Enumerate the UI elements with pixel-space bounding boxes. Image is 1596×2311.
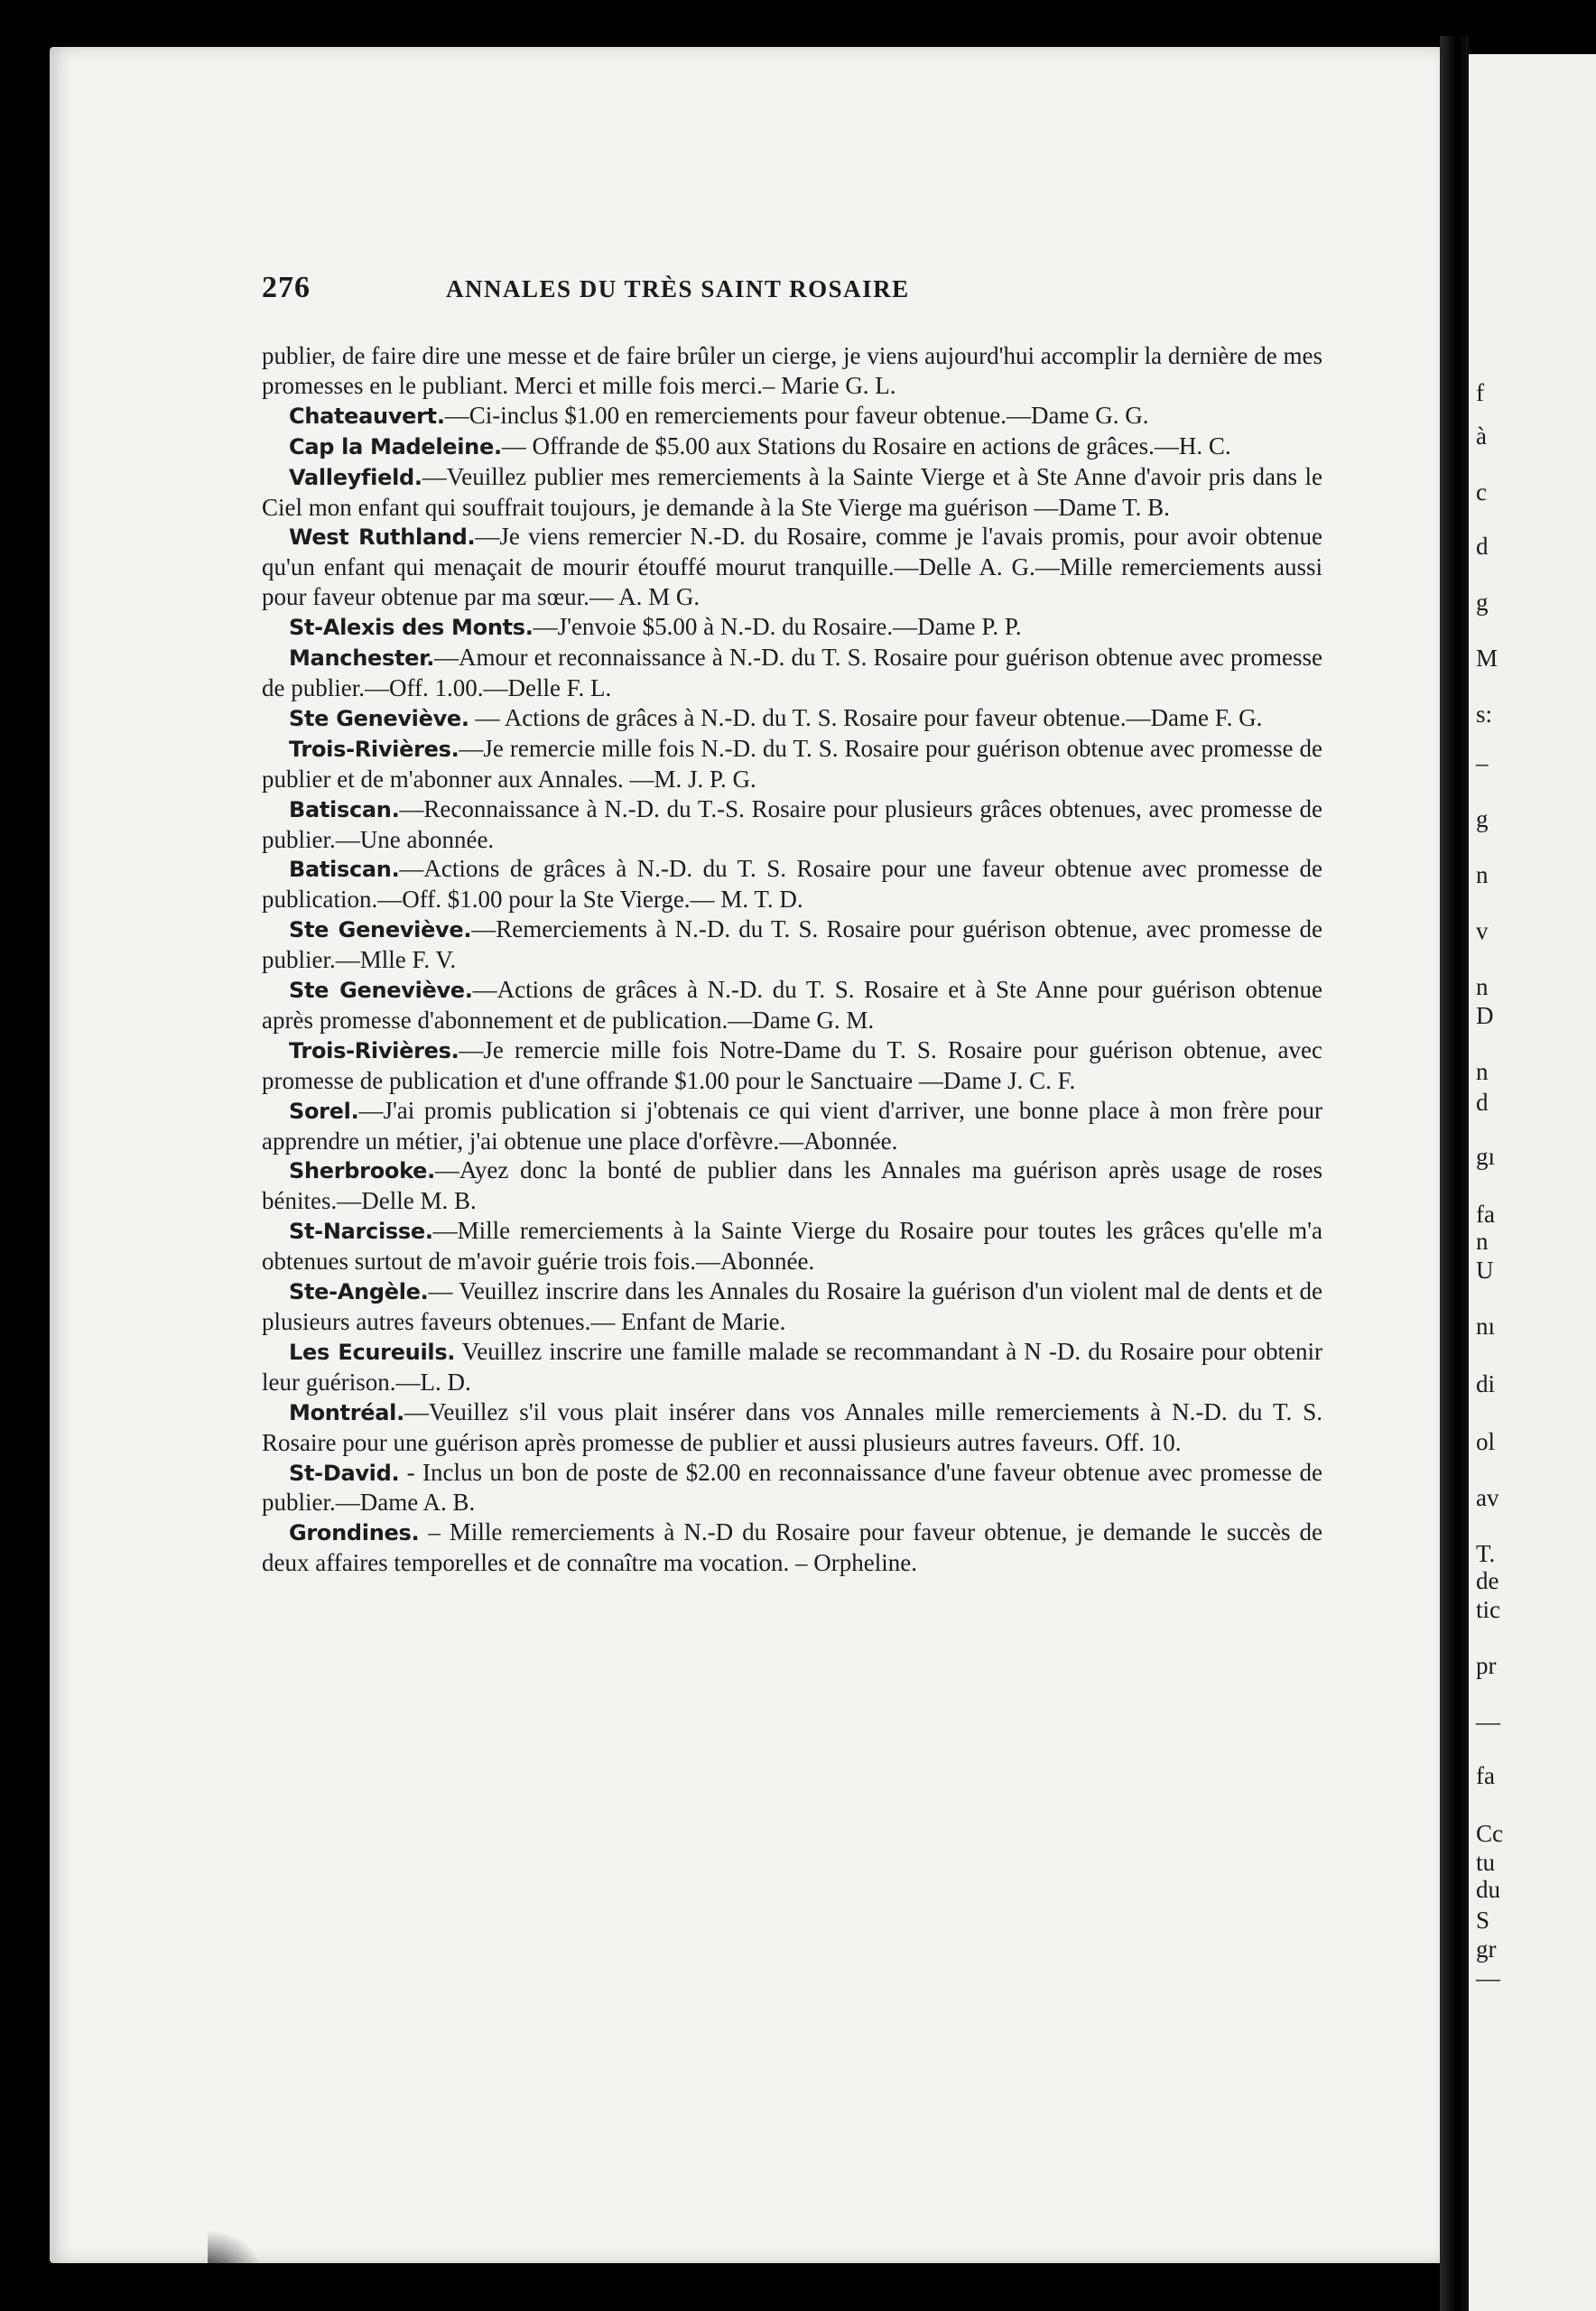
entry bbox=[262, 1517, 1322, 1578]
entry-text: Veuillez inscrire une famille malade se recommandant à N -D. du Rosaire pour obtenir leur guérison.—L. D. bbox=[262, 1337, 1322, 1396]
entry-text: —Mille remerciements à la Sainte Vierge du Rosaire pour toutes les grâces qu'elle m'a obtenues surtout de m'avoir guérie trois fois.—Abonnée. bbox=[262, 1217, 1322, 1276]
entry bbox=[262, 703, 1322, 734]
next-page-fragment: — bbox=[1476, 1708, 1500, 1735]
running-title: ANNALES DU TRÈS SAINT ROSAIRE bbox=[446, 275, 910, 302]
next-page-fragment: pr bbox=[1476, 1652, 1497, 1679]
next-page-fragment: D bbox=[1476, 1002, 1494, 1029]
next-page-fragment: U bbox=[1476, 1257, 1494, 1284]
entry-text: —Ayez donc la bonté de publier dans les Annales ma guérison après usage de roses bénites.—Delle M. B. bbox=[262, 1156, 1322, 1215]
next-page-fragment: ol bbox=[1476, 1428, 1496, 1455]
next-page-fragment: — bbox=[1476, 1964, 1500, 1991]
entry-text: —Je viens remercier N.-D. du Rosaire, comme je l'avais promis, pour avoir obtenue qu'un enfant qui menaçait de mourir étouffé mourut tranquille.—Delle A. G.—Mille remerciements aussi pour faveur obtenue par ma sœur.— A. M G. bbox=[262, 523, 1322, 611]
entry-text: —Actions de grâces à N.-D. du T. S. Rosaire pour une faveur obtenue avec promesse de publication.—Off. $1.00 pour la Ste Vierge.— M. T. D. bbox=[262, 855, 1322, 914]
next-page-fragment: à bbox=[1476, 422, 1487, 450]
opening-paragraph: publier, de faire dire une messe et de faire brûler un cierge, je viens aujourd'hui accomplir la dernière de mes promesses en le publiant. Merci et mille fois merci.– Marie G. L. bbox=[262, 342, 1322, 399]
entry bbox=[262, 432, 1322, 462]
next-page-fragment: – bbox=[1476, 749, 1489, 776]
entry-place: St-Narcisse. bbox=[289, 1219, 433, 1245]
entry-place: Trois-Rivières. bbox=[289, 1037, 459, 1063]
entry-place: Les Ecureuils. bbox=[289, 1339, 456, 1365]
next-page-fragment: T. bbox=[1476, 1540, 1496, 1567]
entry-text: —Je remercie mille fois Notre-Dame du T. S. Rosaire pour guérison obtenue, avec promesse de publication et d'une offrande $1.00 pour le Sanctuaire —Dame J. C. F. bbox=[262, 1035, 1322, 1094]
page-number: 276 bbox=[262, 271, 311, 304]
entry bbox=[262, 1337, 1322, 1397]
entry-place: St-David. bbox=[289, 1460, 400, 1486]
entry-place: Montréal. bbox=[289, 1399, 404, 1425]
next-page-fragment: d bbox=[1476, 533, 1489, 560]
entry-text: - Inclus un bon de poste de $2.00 en reconnaissance d'une faveur obtenue avec promesse de publier.—Dame A. B. bbox=[262, 1458, 1322, 1517]
next-page-fragment: S bbox=[1476, 1907, 1490, 1934]
entry-text: —Je remercie mille fois N.-D. du T. S. Rosaire pour guérison obtenue avec promesse de publier et de m'abonner aux Annales. —M. J. P. G. bbox=[262, 734, 1322, 793]
entry-place: Ste Geneviève. bbox=[289, 705, 469, 731]
next-page-fragment: fa bbox=[1476, 1201, 1495, 1228]
next-page-fragment: gr bbox=[1476, 1935, 1497, 1963]
entry bbox=[262, 1216, 1322, 1276]
entry bbox=[262, 522, 1322, 612]
next-page-fragment: di bbox=[1476, 1370, 1496, 1397]
next-page-fragment: tu bbox=[1476, 1849, 1496, 1876]
entry bbox=[262, 1035, 1322, 1096]
next-page-fragment: g bbox=[1476, 805, 1489, 832]
entry-text: —Remerciements à N.-D. du T. S. Rosaire pour guérison obtenue, avec promesse de publier.—Mlle F. V. bbox=[262, 915, 1322, 974]
entry-place: West Ruthland. bbox=[289, 524, 476, 551]
entry-place: Ste Geneviève. bbox=[289, 978, 473, 1004]
entry bbox=[262, 462, 1322, 523]
entry bbox=[262, 612, 1322, 643]
entry-place: St-Alexis des Monts. bbox=[289, 615, 534, 641]
entry bbox=[262, 401, 1322, 432]
entry bbox=[262, 794, 1322, 855]
entry-place: Cap la Madeleine. bbox=[289, 433, 502, 459]
next-page-fragment: g bbox=[1476, 589, 1489, 616]
next-page-fragment: f bbox=[1476, 379, 1484, 406]
entry-text: — Offrande de $5.00 aux Stations du Rosaire en actions de grâces.—H. C. bbox=[501, 432, 1231, 459]
next-page-fragment: s: bbox=[1476, 701, 1493, 728]
entry bbox=[262, 1397, 1322, 1458]
entry-text: — Veuillez inscrire dans les Annales du Rosaire la guérison d'un violent mal de dents et de plusieurs autres faveurs obtenues.— Enfant de Marie. bbox=[262, 1277, 1322, 1335]
entry-place: Valleyfield. bbox=[289, 464, 422, 490]
entry-place: Grondines. bbox=[289, 1520, 420, 1546]
next-page-fragment: tic bbox=[1476, 1596, 1500, 1623]
entry-place: Ste Geneviève. bbox=[289, 917, 472, 943]
entry-text: – Mille remerciements à N.-D du Rosaire pour faveur obtenue, je demande le succès de deux affaires temporelles et de connaître ma vocation. – Orpheline. bbox=[262, 1518, 1322, 1577]
entry-text: —Amour et reconnaissance à N.-D. du T. S. Rosaire pour guérison obtenue avec promesse de publier.—Off. 1.00.—Delle F. L. bbox=[262, 644, 1322, 701]
next-page-fragment: c bbox=[1476, 478, 1487, 506]
entry-text: —Ci-inclus $1.00 en remerciements pour faveur obtenue.—Dame G. G. bbox=[444, 401, 1149, 429]
page-body bbox=[262, 341, 1322, 1578]
entry-place: Ste-Angèle. bbox=[289, 1279, 429, 1305]
entry-text: —Reconnaissance à N.-D. du T.-S. Rosaire pour plusieurs grâces obtenues, avec promesse de publier.—Une abonnée. bbox=[262, 794, 1322, 853]
entry-text: —Actions de grâces à N.-D. du T. S. Rosaire et à Ste Anne pour guérison obtenue après promesse d'abonnement et de publication.—Dame G. M. bbox=[262, 976, 1322, 1034]
entry-place: Sherbrooke. bbox=[289, 1158, 435, 1184]
next-page-fragment: de bbox=[1476, 1567, 1499, 1594]
entry bbox=[262, 1458, 1322, 1518]
entry-place: Chateauvert. bbox=[289, 403, 445, 429]
next-page-fragment: nı bbox=[1476, 1313, 1496, 1340]
entry bbox=[262, 643, 1322, 703]
next-page-fragment: du bbox=[1476, 1876, 1500, 1903]
next-page-fragment: n bbox=[1476, 973, 1489, 1000]
entry bbox=[262, 1156, 1322, 1216]
entry-place: Sorel. bbox=[289, 1098, 359, 1124]
next-page-fragment: Cc bbox=[1476, 1820, 1503, 1847]
scan-shadow bbox=[208, 2230, 262, 2311]
next-page-fragment: av bbox=[1476, 1484, 1499, 1511]
entries-list bbox=[262, 401, 1322, 1578]
next-page-fragment: fa bbox=[1476, 1762, 1495, 1789]
next-page-fragment: n bbox=[1476, 1058, 1489, 1085]
next-page-fragment: n bbox=[1476, 861, 1489, 888]
entry-place: Batiscan. bbox=[289, 857, 400, 883]
next-page-fragment: gı bbox=[1476, 1143, 1496, 1170]
entry bbox=[262, 975, 1322, 1035]
next-page-fragment: M bbox=[1476, 645, 1499, 672]
next-page-fragment: d bbox=[1476, 1089, 1489, 1116]
entry-place: Manchester. bbox=[289, 645, 435, 672]
entry bbox=[262, 914, 1322, 975]
book-gutter bbox=[1440, 36, 1469, 2311]
entry bbox=[262, 854, 1322, 914]
entry-text: —J'envoie $5.00 à N.-D. du Rosaire.—Dame P. P. bbox=[533, 613, 1022, 641]
entry-text: —Veuillez publier mes remerciements à la Sainte Vierge et à Ste Anne d'avoir pris dans le Ciel mon enfant qui souffrait toujours, je demande à la Ste Vierge ma guérison —Dame T. B. bbox=[262, 462, 1322, 521]
entry-text: — Actions de grâces à N.-D. du T. S. Rosaire pour faveur obtenue.—Dame F. G. bbox=[469, 703, 1263, 731]
entry-place: Trois-Rivières. bbox=[289, 736, 459, 762]
scan-top-border bbox=[0, 0, 1596, 45]
entry-place: Batiscan. bbox=[289, 796, 400, 822]
next-page-fragment: v bbox=[1476, 917, 1489, 944]
entry bbox=[262, 1096, 1322, 1156]
entry bbox=[262, 1276, 1322, 1337]
entry-text: —J'ai promis publication si j'obtenais ce qui vient d'arriver, une bonne place à mon frère pour apprendre un métier, j'ai obtenue une place d'orfèvre.—Abonnée. bbox=[262, 1096, 1322, 1155]
next-page-fragment: n bbox=[1476, 1228, 1489, 1255]
entry-text: —Veuillez s'il vous plait insérer dans vos Annales mille remerciements à N.-D. du T. S. Rosaire pour une guérison après promesse de publier et aussi plusieurs autres faveurs. Off. 10. bbox=[262, 1397, 1322, 1456]
next-page-edge bbox=[1469, 54, 1596, 2311]
entry bbox=[262, 734, 1322, 794]
page-header bbox=[262, 271, 1291, 316]
